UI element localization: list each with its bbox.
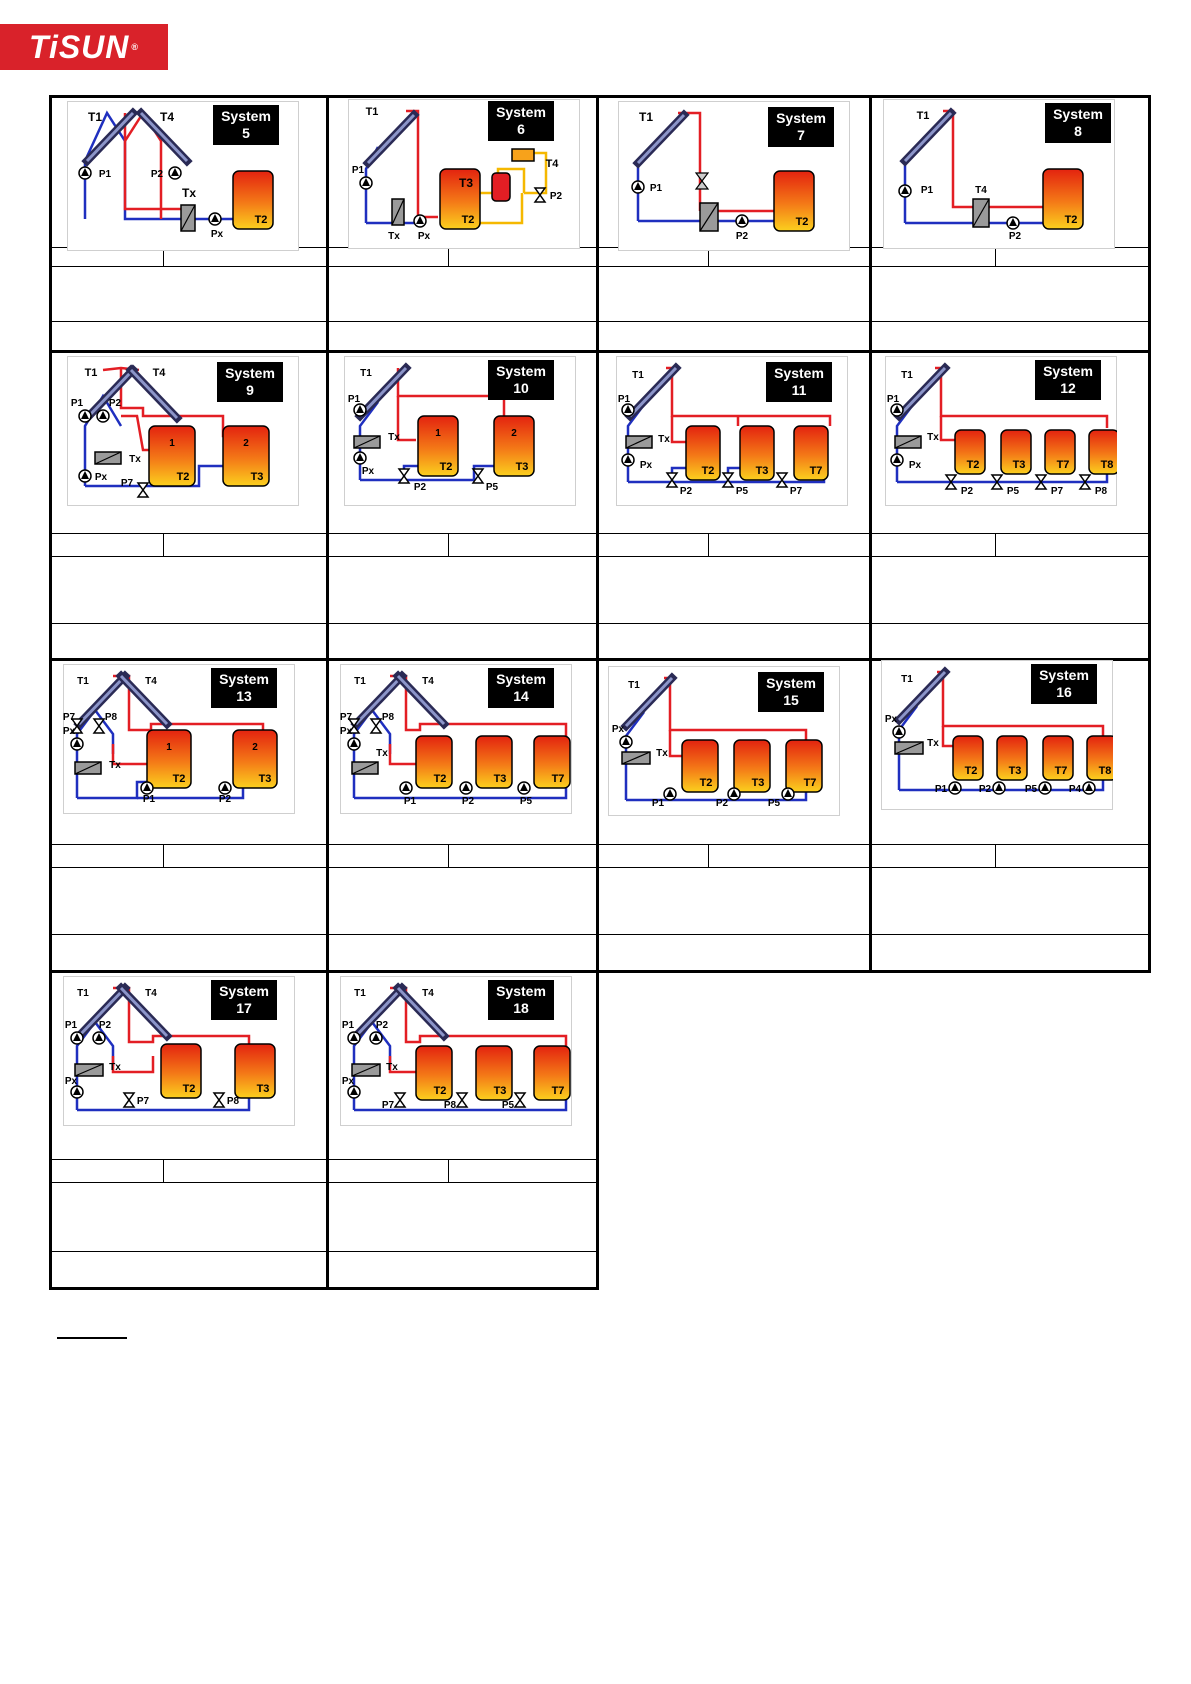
cell-separator [596,934,869,935]
cell-separator [49,1182,326,1183]
sensor-label: T4 [545,158,559,170]
heat-exchanger-icon [352,762,378,774]
system-title: System [225,365,275,381]
tank-number: 2 [511,428,517,439]
tank-sensor-label: T2 [795,216,809,228]
tank-sensor-label: T7 [803,777,817,789]
column-border [596,95,599,1290]
pump-label: Px [94,472,108,483]
pump-label: P1 [649,183,663,194]
cell-separator [49,533,326,534]
valve-label: P7 [381,1100,395,1111]
pump-icon [414,215,426,227]
sensor-label: Tx [376,748,388,759]
system-title: System [766,675,816,691]
valve-label: P2 [413,482,427,493]
sensor-label: Tx [388,432,400,443]
tank-sensor-label: T2 [461,214,475,226]
system-title: System [219,983,269,999]
pump-label: Px [884,714,898,725]
pump-label: P5 [519,796,533,807]
pump-icon [348,1032,360,1044]
cell-separator [869,934,1148,935]
valve-label: P7 [63,712,76,723]
system-title: System [221,108,271,124]
sensor-label: T4 [145,676,157,687]
system-number: 8 [1074,123,1082,139]
pump-label: P1 [351,165,365,176]
sensor-label: T1 [916,110,930,122]
system-diagram-9 [67,356,299,506]
cell-separator [708,533,709,556]
system-diagram-17 [63,976,295,1126]
valve-label: P8 [104,712,118,723]
system-diagram-7 [618,101,850,251]
column-border [326,95,329,1290]
sensor-label: T1 [632,370,644,381]
pump-label: P2 [735,231,749,242]
sensor-label: T1 [77,676,89,687]
pump-label: P2 [150,169,164,180]
pump-label: P1 [70,398,84,409]
system-number: 5 [242,125,250,141]
cell-separator [163,844,164,867]
system-number: 14 [513,688,529,704]
pump-label: P4 [1068,784,1082,795]
sensor-label: Tx [109,1062,121,1073]
system-title: System [496,363,546,379]
system-number: 15 [783,692,799,708]
pump-icon [893,726,905,738]
cell-separator [326,533,596,534]
pump-label: P2 [375,1020,389,1031]
pump-label: P1 [341,1020,355,1031]
valve-label: P7 [136,1096,150,1107]
tank-sensor-label: T7 [551,1085,565,1097]
tank-sensor-label: T7 [551,773,565,785]
tank-number: 2 [243,438,249,449]
cell-separator [326,1182,596,1183]
heat-exchanger-icon [700,203,718,231]
system-number: 16 [1056,684,1072,700]
cell-separator [448,533,449,556]
heat-exchanger-icon [622,752,650,764]
cell-separator [448,844,449,867]
tank-sensor-label: T3 [1012,459,1026,471]
cell-separator [163,1159,164,1182]
sensor-label: T1 [354,988,366,999]
system-diagram-10 [344,356,576,506]
pump-icon [622,404,634,416]
cell-separator [49,844,326,845]
sensor-label: T4 [422,988,434,999]
cell-separator [49,1251,326,1252]
cell-separator [869,533,1148,534]
heat-exchanger-icon [626,436,652,448]
pump-label: Px [63,726,76,737]
pump-icon [354,452,366,464]
pump-icon [782,788,794,800]
cell-separator [49,934,326,935]
system-diagram-14 [340,664,572,814]
valve-label: P7 [120,478,134,489]
pump-label: P2 [98,1020,112,1031]
tank-number: 1 [166,742,172,753]
tank-sensor-label: T2 [699,777,713,789]
system-title: System [1053,106,1103,122]
sensor-label: T1 [901,674,913,685]
tank-sensor-label: T2 [254,214,268,226]
system-number: 7 [797,127,805,143]
cell-separator [995,533,996,556]
pump-label: P1 [886,394,900,405]
cell-separator [869,623,1148,624]
column-border [49,95,52,1290]
cell-separator [326,556,596,557]
pump-label: P2 [461,796,475,807]
system-diagram-5 [67,101,299,251]
heater-icon [512,149,534,161]
heat-exchanger-icon [181,205,195,231]
pump-label: P1 [403,796,417,807]
sensor-label: Tx [927,738,939,749]
pump-label: P2 [715,798,729,809]
tank-sensor-label: T3 [458,176,474,190]
system-title: System [1043,363,1093,379]
pump-icon [79,167,91,179]
valve-label: P7 [1050,486,1064,497]
pump-label: Px [361,466,375,477]
pump-label: P1 [651,798,665,809]
pump-label: P5 [767,798,781,809]
pump-icon [71,738,83,750]
pump-icon [518,782,530,794]
cell-separator [596,321,869,322]
tank-sensor-label: T3 [751,777,765,789]
pump-label: P1 [617,394,631,405]
brand-name: TiSUN [28,28,130,65]
system-number: 10 [513,380,529,396]
cell-separator [708,844,709,867]
system-diagram-18 [340,976,572,1126]
pump-icon [899,185,911,197]
pump-icon [1007,217,1019,229]
system-diagram-13 [63,664,295,814]
pump-icon [400,782,412,794]
pump-label: P2 [1008,231,1022,242]
heat-exchanger-icon [352,1064,380,1076]
sensor-label: T1 [365,106,379,118]
system-diagram-16 [881,660,1113,810]
heat-exchanger-icon [354,436,380,448]
cell-separator [995,247,996,266]
pump-icon [71,1032,83,1044]
system-diagram-6 [348,99,580,249]
cell-separator [49,1159,326,1160]
valve-label: P5 [485,482,499,493]
valve-label: P5 [501,1100,515,1111]
tank-sensor-label: T2 [439,461,453,473]
cell-separator [596,556,869,557]
system-diagram-12 [885,356,1117,506]
registered-mark: ® [131,42,140,52]
pump-icon [370,1032,382,1044]
sensor-label: Tx [181,186,197,200]
cell-separator [596,266,869,267]
pump-icon [891,454,903,466]
tank-sensor-label: T3 [515,461,529,473]
system-number: 13 [236,688,252,704]
cell-separator [869,266,1148,267]
pump-label: Px [639,460,653,471]
tank-sensor-label: T7 [1054,765,1068,777]
pump-icon [620,736,632,748]
cell-separator [326,266,596,267]
cell-separator [869,556,1148,557]
pump-icon [891,404,903,416]
valve-label: P5 [735,486,749,497]
tisun-logo [0,24,168,70]
sensor-label: T1 [84,367,98,379]
pump-icon [632,181,644,193]
system-number: 18 [513,1000,529,1016]
cell-separator [49,867,326,868]
pump-label: P1 [934,784,948,795]
pump-icon [348,1086,360,1098]
heat-exchanger-icon [973,199,989,227]
pump-icon [993,782,1005,794]
pump-icon [728,788,740,800]
cell-separator [596,533,869,534]
pump-label: Px [341,1076,355,1087]
sensor-label: Tx [388,231,400,242]
cell-separator [448,247,449,266]
boiler-icon [492,173,510,201]
pump-icon [360,177,372,189]
tank-sensor-label: T8 [1100,459,1114,471]
system-title: System [219,671,269,687]
sensor-label: T4 [159,110,175,124]
sensor-label: Tx [927,432,939,443]
system-title: System [496,983,546,999]
tank-sensor-label: T8 [1098,765,1112,777]
pump-label: P2 [218,794,232,805]
tank-sensor-label: T2 [182,1083,196,1095]
cell-separator [326,321,596,322]
pump-icon [79,470,91,482]
valve-label: P2 [960,486,974,497]
sensor-label: Tx [658,434,670,445]
valve-label: P2 [679,486,693,497]
tank-sensor-label: T2 [433,773,447,785]
tank-sensor-label: T2 [966,459,980,471]
cell-separator [326,1159,596,1160]
cell-separator [869,321,1148,322]
sensor-label: T4 [975,185,987,196]
heat-exchanger-icon [392,199,404,225]
sensor-label: T1 [360,368,372,379]
pump-icon [664,788,676,800]
system-number: 11 [791,382,807,398]
system-number: 17 [236,1000,252,1016]
cell-separator [326,867,596,868]
tank-sensor-label: T3 [258,773,272,785]
tank-sensor-label: T3 [1008,765,1022,777]
heat-exchanger-icon [95,452,121,464]
pump-label: P1 [98,169,112,180]
pump-icon [460,782,472,794]
cell-separator [596,844,869,845]
cell-separator [596,623,869,624]
pump-label: Px [64,1076,78,1087]
pump-icon [219,782,231,794]
pump-icon [79,410,91,422]
pump-label: Px [210,229,224,240]
pump-icon [736,215,748,227]
system-number: 12 [1060,380,1076,396]
pump-icon [354,404,366,416]
pump-label: P2 [108,398,122,409]
system-title: System [774,365,824,381]
pump-icon [1039,782,1051,794]
tank-sensor-label: T2 [433,1085,447,1097]
pump-label: Px [340,726,353,737]
valve-label: P5 [1006,486,1020,497]
system-diagram-8 [883,99,1115,249]
tank-sensor-label: T2 [964,765,978,777]
sensor-label: T4 [422,676,434,687]
heat-exchanger-icon [75,762,101,774]
pump-icon [169,167,181,179]
system-diagram-15 [608,666,840,816]
pump-icon [97,410,109,422]
sensor-label: T1 [77,988,89,999]
pump-label: Px [417,231,431,242]
heat-exchanger-icon [895,742,923,754]
cell-separator [869,867,1148,868]
tank-sensor-label: T3 [256,1083,270,1095]
valve-label: P2 [549,191,563,202]
sensor-label: T4 [152,367,166,379]
tank-sensor-label: T2 [172,773,186,785]
tank-sensor-label: T2 [1064,214,1078,226]
pump-label: Px [611,724,625,735]
pump-label: P5 [1024,784,1038,795]
column-border [1148,95,1151,973]
footnote-underline [57,1337,127,1339]
pump-icon [348,738,360,750]
sensor-label: Tx [656,748,668,759]
system-title: System [776,110,826,126]
valve-label: P7 [340,712,353,723]
tank-sensor-label: T7 [809,465,823,477]
pump-icon [71,1086,83,1098]
sensor-label: Tx [386,1062,398,1073]
sensor-label: T1 [87,110,103,124]
tank-sensor-label: T7 [1056,459,1070,471]
sensor-label: T4 [145,988,157,999]
cell-separator [49,321,326,322]
cell-separator [326,934,596,935]
tank-sensor-label: T3 [250,471,264,483]
pump-icon [93,1032,105,1044]
cell-separator [326,623,596,624]
system-number: 9 [246,382,254,398]
valve-label: P8 [381,712,395,723]
system-table [49,95,1148,1287]
pump-label: P1 [920,185,934,196]
tank-sensor-label: T3 [493,773,507,785]
pump-label: P1 [347,394,361,405]
sensor-label: T1 [628,680,640,691]
pump-label: Px [908,460,922,471]
valve-label: P7 [789,486,803,497]
cell-separator [448,1159,449,1182]
tank-sensor-label: T3 [493,1085,507,1097]
sensor-label: T1 [901,370,913,381]
tank-sensor-label: T3 [755,465,769,477]
cell-separator [995,844,996,867]
pump-label: P1 [142,794,156,805]
column-border [869,95,872,973]
cell-separator [596,867,869,868]
pump-label: P1 [64,1020,78,1031]
system-title: System [496,671,546,687]
heat-exchanger-icon [75,1064,103,1076]
system-title: System [1039,667,1089,683]
system-number: 6 [517,121,525,137]
pump-icon [622,454,634,466]
cell-separator [869,844,1148,845]
cell-separator [326,1251,596,1252]
cell-separator [163,533,164,556]
tank-number: 2 [252,742,258,753]
pump-icon [141,782,153,794]
cell-separator [49,266,326,267]
row-border [49,1287,596,1290]
cell-separator [326,844,596,845]
valve-label: P8 [443,1100,457,1111]
pump-icon [1083,782,1095,794]
tank-sensor-label: T2 [176,471,190,483]
sensor-label: Tx [109,760,121,771]
pump-label: P2 [978,784,992,795]
system-title: System [496,104,546,120]
system-diagram-11 [616,356,848,506]
pump-icon [949,782,961,794]
tank-number: 1 [435,428,441,439]
sensor-label: Tx [129,454,141,465]
cell-separator [49,556,326,557]
valve-label: P8 [1094,486,1108,497]
valve-label: P8 [226,1096,240,1107]
cell-separator [49,623,326,624]
sensor-label: T1 [354,676,366,687]
tank-number: 1 [169,438,175,449]
pump-icon [209,213,221,225]
tank-sensor-label: T2 [701,465,715,477]
sensor-label: T1 [638,110,654,124]
heat-exchanger-icon [895,436,921,448]
